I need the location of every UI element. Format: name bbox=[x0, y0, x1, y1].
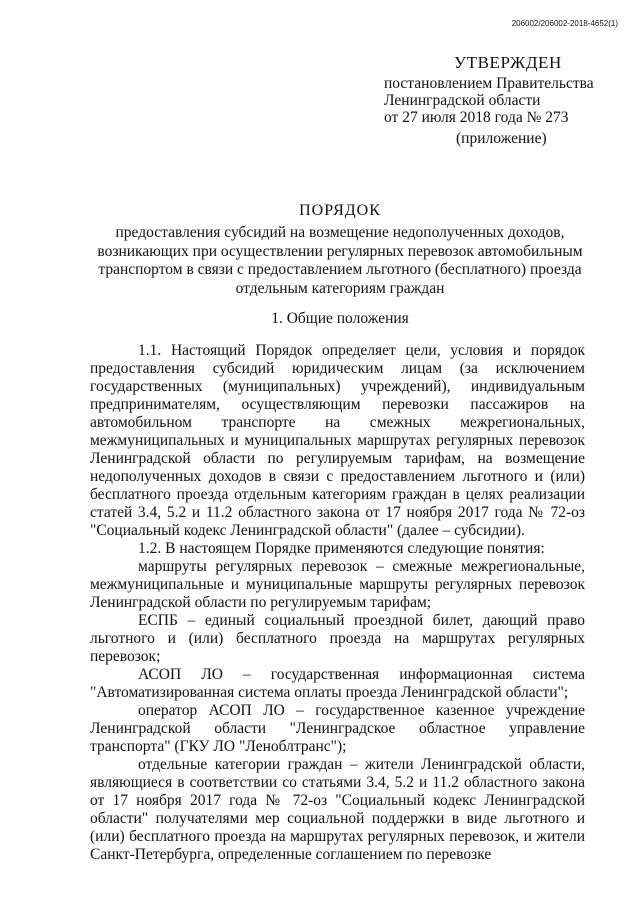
section-heading: 1. Общие положения bbox=[271, 310, 409, 327]
approval-block bbox=[384, 54, 594, 147]
document-id: 206002/206002-2018-4652(1) bbox=[511, 19, 618, 28]
definition-espb: ЕСПБ – единый социальный проездной билет, дающий право льготного и (или) бесплатного проезда на маршрутах регулярных перевозок; bbox=[90, 612, 585, 665]
paragraph-1-2: 1.2. В настоящем Порядке применяются следующие понятия: bbox=[138, 540, 545, 557]
approval-line-1: постановлением Правительства bbox=[384, 75, 594, 92]
document-title: ПОРЯДОК bbox=[299, 202, 381, 219]
definition-operator: оператор АСОП ЛО – государственное казенное учреждение Ленинградской области "Ленинградское областное управление транспорта" (ГКУ ЛО "Леноблтранс"); bbox=[90, 702, 585, 755]
document-body bbox=[90, 342, 585, 864]
document-subtitle: предоставления субсидий на возмещение недополученных доходов, возникающих при осуществлении регулярных перевозок автомобильным транспортом в связи с предоставлением льготного (бесплатного) проезда отдельным категориям граждан bbox=[97, 224, 583, 297]
definition-categories: отдельные категории граждан – жители Ленинградской области, являющиеся в соответствии со статьями 3.4, 5.2 и 11.2 областного закона от 17 ноября 2017 года № 72-оз "Социальный кодекс Ленинградской области" получателями мер социальной поддержки в виде льготного и (или) бесплатного проезда на маршрутах регулярных перевозок, и жители Санкт-Петербурга, определенные соглашением по перевозке bbox=[90, 756, 585, 863]
definition-asop: АСОП ЛО – государственная информационная система "Автоматизированная система оплаты проезда Ленинградской области"; bbox=[90, 666, 585, 701]
definition-routes: маршруты регулярных перевозок – смежные межрегиональные, межмуниципальные и муниципальные маршруты регулярных перевозок Ленинградской области по регулируемым тарифам; bbox=[90, 558, 585, 611]
approval-title: УТВЕРЖДЕН bbox=[454, 53, 562, 72]
approval-line-2: Ленинградской области bbox=[384, 92, 541, 109]
paragraph-1-1: 1.1. Настоящий Порядок определяет цели, условия и порядок предоставления субсидий юридическим лицам (за исключением государственных (муниципальных) учреждений), индивидуальным предпринимателям, осуществляющим перевозки пассажиров на автомобильном транспорте на смежных межрегиональных, межмуниципальных и муниципальных маршрутах регулярных перевозок Ленинградской области по регулируемым тарифам, на возмещение недополученных доходов в связи с предоставлением льготного и (или) бесплатного проезда отдельным категориям граждан в целях реализации статей 3.4, 5.2 и 11.2 областного закона от 17 ноября 2017 года № 72-оз "Социальный кодекс Ленинградской области" (далее – субсидии). bbox=[90, 342, 585, 539]
approval-annex: (приложение) bbox=[456, 130, 547, 147]
approval-line-3: от 27 июля 2018 года № 273 bbox=[384, 109, 569, 126]
